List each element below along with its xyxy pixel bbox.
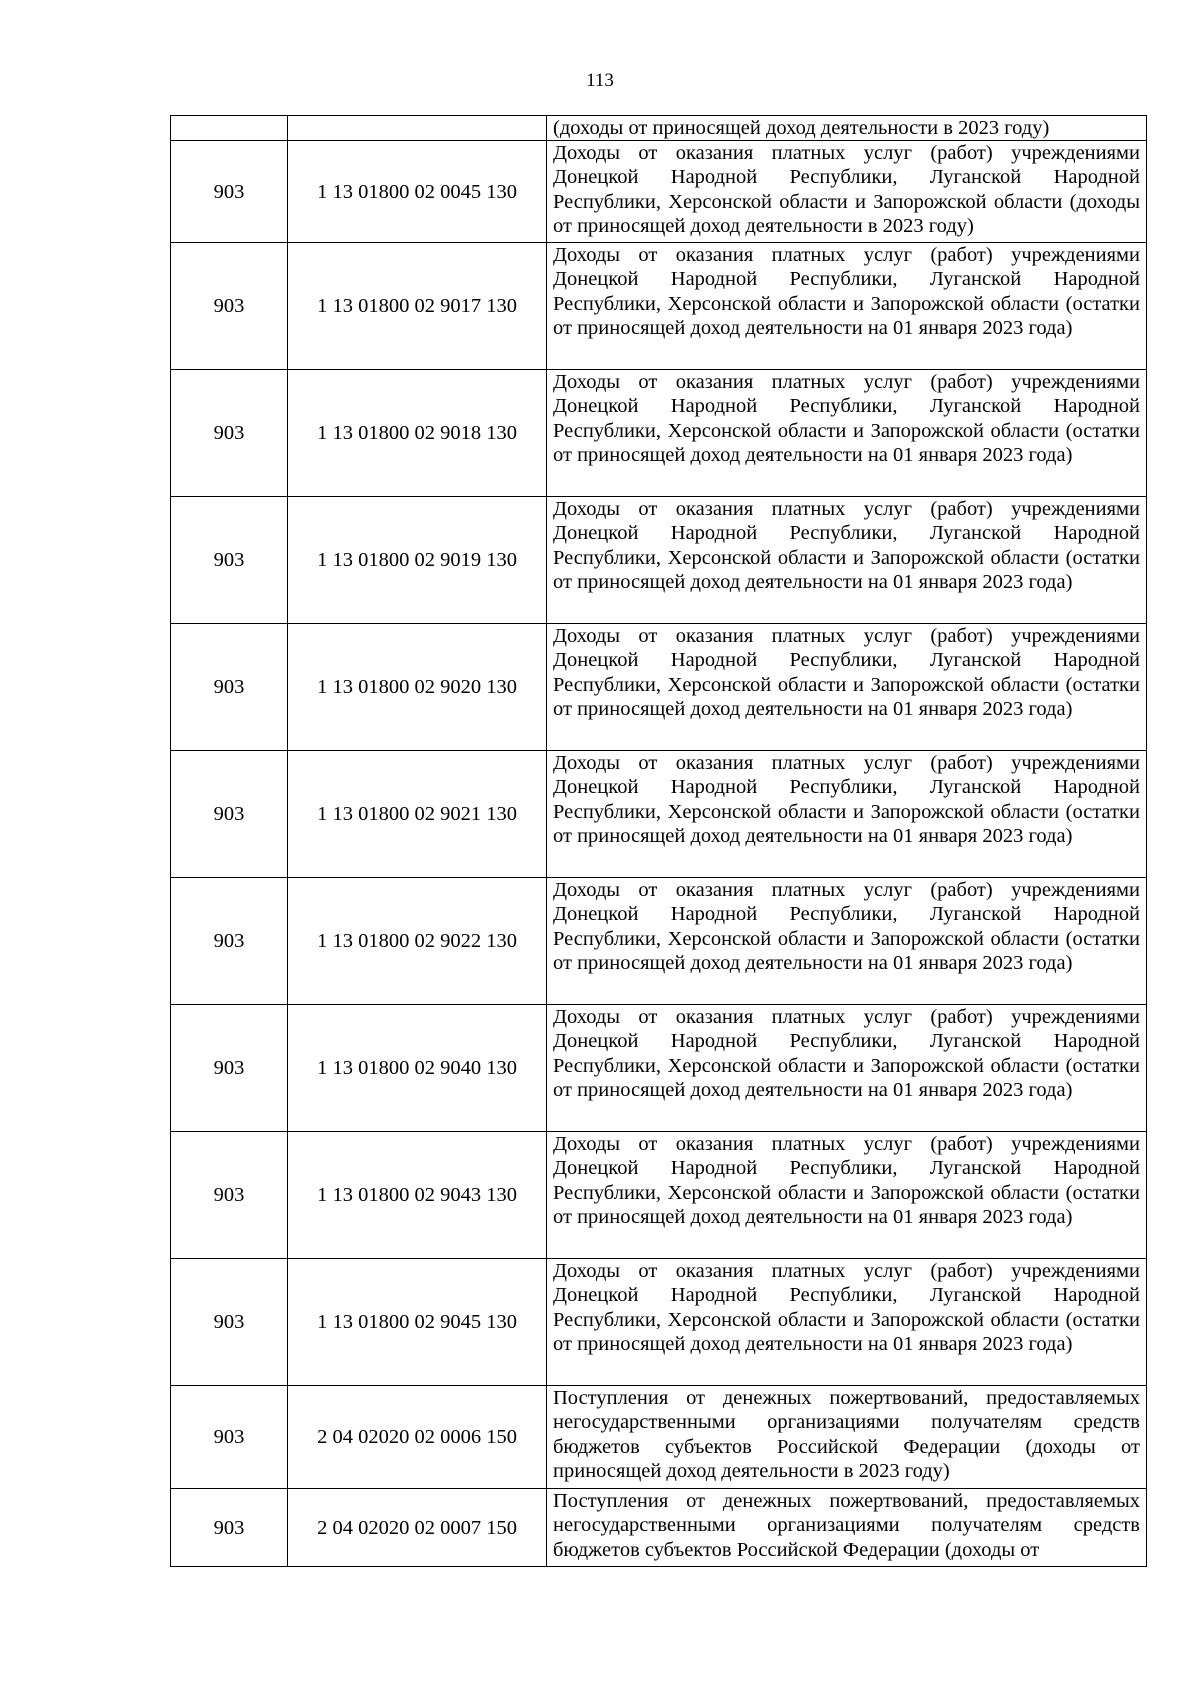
description-cell [547,878,1147,1005]
budget-code-cell: 1 13 01800 02 9019 130 [288,497,547,624]
description-text: Доходы от оказания платных услуг (работ) учреждениями Донецкой Народной Республики, Луганской Народной Республики, Херсонской области и Запорожской области (остатки от приносящей доход деятельности на 01 января 2023 года) [553,1006,1140,1101]
admin-code-cell: 903 [171,1005,288,1132]
description-text: Доходы от оказания платных услуг (работ) учреждениями Донецкой Народной Республики, Луганской Народной Республики, Херсонской области и Запорожской области (остатки от приносящей доход деятельности на 01 января 2023 года) [553,244,1140,339]
description-cell [547,751,1147,878]
table-row [171,751,1147,878]
admin-code-cell: 903 [171,1259,288,1386]
table-row [171,141,1147,243]
admin-code-cell: 903 [171,141,288,243]
description-text: Поступления от денежных пожертвований, предоставляемых негосударственными организациями получателям средств бюджетов субъектов Российской Федерации (доходы от [553,1490,1140,1561]
table-row [171,370,1147,497]
admin-code-cell: 903 [171,1386,288,1489]
budget-code-cell: 1 13 01800 02 9020 130 [288,624,547,751]
description-cell [547,1489,1147,1567]
budget-code-cell: 1 13 01800 02 9022 130 [288,878,547,1005]
description-text: Доходы от оказания платных услуг (работ) учреждениями Донецкой Народной Республики, Луганской Народной Республики, Херсонской области и Запорожской области (остатки от приносящей доход деятельности на 01 января 2023 года) [553,879,1140,974]
description-cell [547,497,1147,624]
table-row [171,878,1147,1005]
description-text: Доходы от оказания платных услуг (работ) учреждениями Донецкой Народной Республики, Луганской Народной Республики, Херсонской области и Запорожской области (остатки от приносящей доход деятельности на 01 января 2023 года) [553,752,1140,847]
description-cell [547,1259,1147,1386]
revenue-codes-table [170,115,1147,1567]
table-row [171,1132,1147,1259]
table-row [171,1005,1147,1132]
admin-code-cell: 903 [171,624,288,751]
page-number: 113 [586,70,614,91]
description-text: Доходы от оказания платных услуг (работ) учреждениями Донецкой Народной Республики, Луганской Народной Республики, Херсонской области и Запорожской области (остатки от приносящей доход деятельности на 01 января 2023 года) [553,1133,1140,1228]
budget-code-cell: 1 13 01800 02 0045 130 [288,141,547,243]
description-text: (доходы от приносящей доход деятельности в 2023 году) [553,117,1050,139]
admin-code-cell: 903 [171,1132,288,1259]
description-text: Поступления от денежных пожертвований, предоставляемых негосударственными организациями получателям средств бюджетов субъектов Российской Федерации (доходы от приносящей доход деятельности в 2023 году) [553,1387,1140,1482]
admin-code-cell: 903 [171,497,288,624]
admin-code-cell: 903 [171,751,288,878]
admin-code-cell: 903 [171,370,288,497]
budget-code-cell: 1 13 01800 02 9018 130 [288,370,547,497]
admin-code-cell: 903 [171,243,288,370]
table-row [171,116,1147,141]
description-cell [547,1386,1147,1489]
description-cell [547,1132,1147,1259]
budget-code-cell: 1 13 01800 02 9017 130 [288,243,547,370]
budget-code-cell: 1 13 01800 02 9045 130 [288,1259,547,1386]
table-row [171,497,1147,624]
table-row [171,1386,1147,1489]
table-row [171,1259,1147,1386]
description-text: Доходы от оказания платных услуг (работ) учреждениями Донецкой Народной Республики, Луганской Народной Республики, Херсонской области и Запорожской области (остатки от приносящей доход деятельности на 01 января 2023 года) [553,371,1140,466]
description-cell [547,243,1147,370]
description-text: Доходы от оказания платных услуг (работ) учреждениями Донецкой Народной Республики, Луганской Народной Республики, Херсонской области и Запорожской области (доходы от приносящей доход деятельности в 2023 году) [553,142,1140,237]
description-cell [547,624,1147,751]
table-row [171,1489,1147,1567]
admin-code-cell [171,116,288,141]
description-text: Доходы от оказания платных услуг (работ) учреждениями Донецкой Народной Республики, Луганской Народной Республики, Херсонской области и Запорожской области (остатки от приносящей доход деятельности на 01 января 2023 года) [553,1260,1140,1355]
budget-code-cell: 2 04 02020 02 0006 150 [288,1386,547,1489]
description-text: Доходы от оказания платных услуг (работ) учреждениями Донецкой Народной Республики, Луганской Народной Республики, Херсонской области и Запорожской области (остатки от приносящей доход деятельности на 01 января 2023 года) [553,625,1140,720]
description-cell [547,141,1147,243]
table-row [171,243,1147,370]
admin-code-cell: 903 [171,878,288,1005]
budget-code-cell: 1 13 01800 02 9040 130 [288,1005,547,1132]
description-cell [547,116,1147,141]
budget-code-cell: 1 13 01800 02 9021 130 [288,751,547,878]
admin-code-cell: 903 [171,1489,288,1567]
budget-code-cell [288,116,547,141]
description-cell [547,1005,1147,1132]
table-row [171,624,1147,751]
description-cell [547,370,1147,497]
budget-code-cell: 2 04 02020 02 0007 150 [288,1489,547,1567]
description-text: Доходы от оказания платных услуг (работ) учреждениями Донецкой Народной Республики, Луганской Народной Республики, Херсонской области и Запорожской области (остатки от приносящей доход деятельности на 01 января 2023 года) [553,498,1140,593]
budget-code-cell: 1 13 01800 02 9043 130 [288,1132,547,1259]
